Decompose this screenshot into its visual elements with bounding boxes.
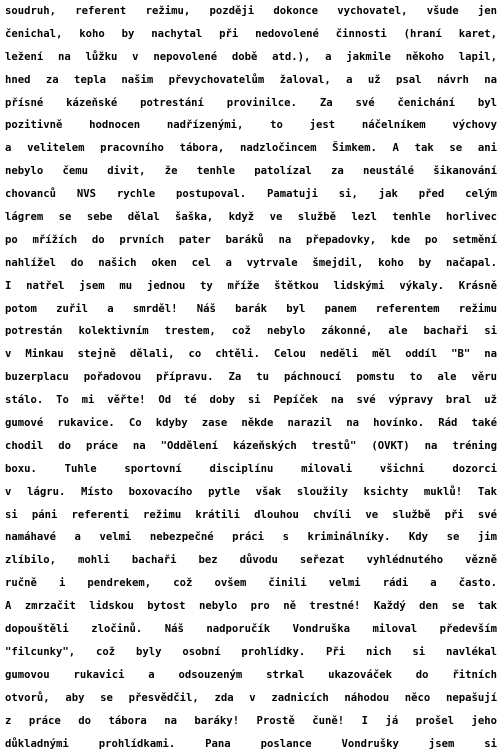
text-line: buzerplacu pořadovou přípravu. Za tu páchnoucí pomstu to ale věru [5, 366, 497, 389]
body-text [5, 0, 497, 755]
text-line: potom zuřil a smrděl! Náš barák byl panem referentem režimu [5, 298, 497, 321]
text-line: stálo. To mi věřte! Od té doby si Pepíček na své výpravy bral už [5, 389, 497, 412]
text-line: a velitelem pracovního tábora, nadzločincem Šimkem. A tak se ani [5, 137, 497, 160]
text-line: ručně i pendrekem, což ovšem činili velmi rádi a často. [5, 572, 497, 595]
text-line: si páni referenti režimu krátili dlouhou chvíli ve službě při své [5, 504, 497, 527]
text-line: v lágru. Místo boxovacího pytle však sloužily ksichty muklů! Tak [5, 481, 497, 504]
text-line: gumovou rukavici a odsouzeným strkal ukazováček do řitních [5, 664, 497, 687]
text-line: dopouštěli zločinů. Náš nadporučík Vondruška miloval především [5, 618, 497, 641]
text-line: pozitivně hodnocen nadřízenými, to jest náčelníkem výchovy [5, 114, 497, 137]
text-line: boxu. Tuhle sportovní disciplínu milovali všichni dozorci [5, 458, 497, 481]
text-line: lágrem se sebe dělal šaška, když ve službě lezl tenhle horlivec [5, 206, 497, 229]
text-line: zlíbilo, mohli bachaři bez důvodu seřezat vyhlédnutého vězně [5, 549, 497, 572]
text-line: po mřížích do prvních pater baráků na přepadovky, kde po setmění [5, 229, 497, 252]
text-line: ležení na lůžku v nepovolené době atd.), a jakmile někoho lapil, [5, 46, 497, 69]
text-line: důkladnými prohlídkami. Pana poslance Vondrušky jsem si [5, 733, 497, 755]
text-line: namáhavé a velmi nebezpečné práci s kriminálníky. Kdy se jim [5, 526, 497, 549]
text-line: soudruh, referent režimu, později dokonce vychovatel, všude jen [5, 0, 497, 23]
text-line: I natřel jsem mu jednou ty mříže štětkou lidskými výkaly. Krásně [5, 275, 497, 298]
text-line: přísné kázeňské potrestání provinilce. Za své čenichání byl [5, 92, 497, 115]
text-line: chovanců NVS rychle postupoval. Pamatuji si, jak před celým [5, 183, 497, 206]
text-line: z práce do tábora na baráky! Prostě čuně! I já prošel jeho [5, 710, 497, 733]
text-line: gumové rukavice. Co kdyby zase někde narazil na hovínko. Rád také [5, 412, 497, 435]
text-line: čenichal, koho by nachytal při nedovolené činnosti (hraní karet, [5, 23, 497, 46]
text-line: nebylo čemu divit, že tenhle patolízal za neustálé šikanování [5, 160, 497, 183]
text-line: chodil do práce na "Oddělení kázeňských trestů" (OVKT) na tréning [5, 435, 497, 458]
text-line: nahlížel do našich oken cel a vytrvale šmejdil, koho by načapal. [5, 252, 497, 275]
text-line: A zmrzačit lidskou bytost nebylo pro ně trestné! Každý den se tak [5, 595, 497, 618]
text-line: hned za tepla našim převychovatelům žaloval, a už psal návrh na [5, 69, 497, 92]
text-line: "filcunky", což byly osobní prohlídky. Při nich si navlékal [5, 641, 497, 664]
text-line: v Minkau stejně dělali, co chtěli. Celou neděli měl oddíl "B" na [5, 343, 497, 366]
text-line: otvorů, aby se přesvědčil, zda v zadnicích náhodou něco nepašují [5, 687, 497, 710]
text-line: potrestán kolektivním trestem, což nebylo zákonné, ale bachaři si [5, 320, 497, 343]
